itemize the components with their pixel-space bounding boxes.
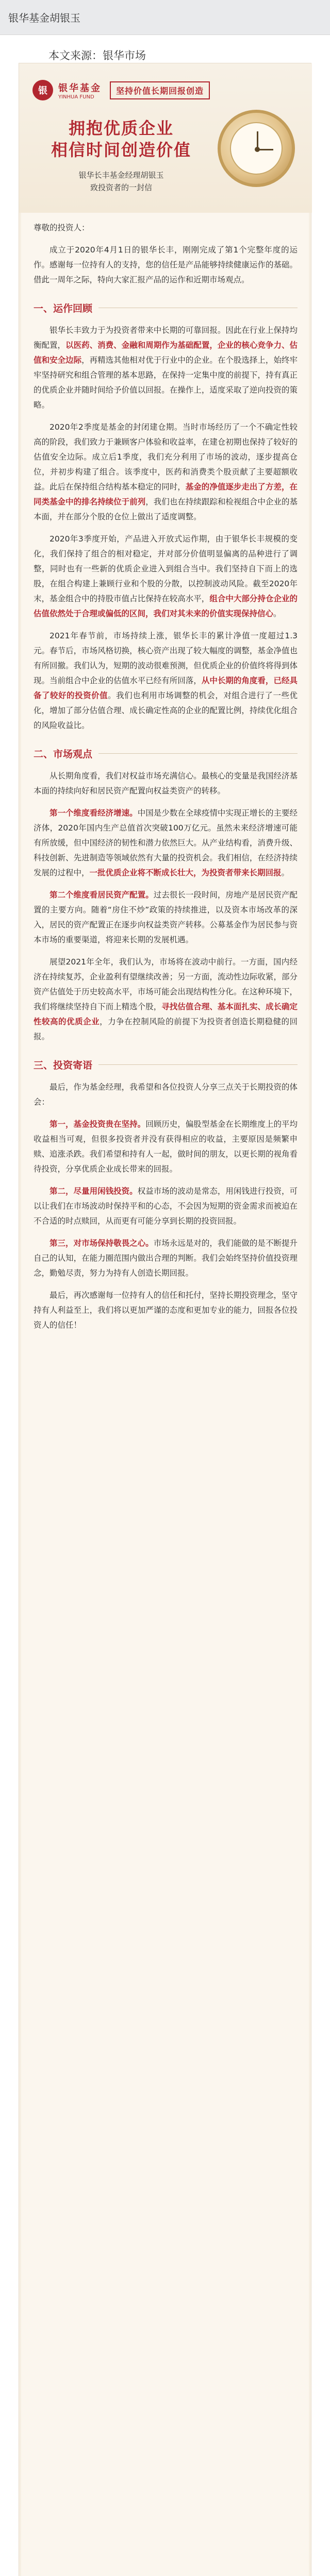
section-divider [98,753,298,754]
section-title: 三、投资寄语 [34,1060,93,1071]
brand-bar [32,78,301,103]
subtitle-line-2: 致投资者的一封信 [90,183,152,192]
market-paragraph-1: 从长期角度看，我们对权益市场充满信心。最核心的变量是我国经济基本面的持续向好和居民资产配置向权益类资产的转移。 [34,771,298,795]
brand-slogan: 坚持价值长期回报创造 [110,81,210,99]
section-title: 一、运作回顾 [34,303,93,314]
source-line: 本文来源：银华市场 [48,49,146,62]
top-bar-title: 银华基金胡银玉 [8,12,80,24]
headline-subtitle [34,169,209,194]
market-paragraph-3: 第二个维度看居民资产配置。过去很长一段时间，房地产是居民资产配置的主要方向。随着“房住不炒”政策的持续推进，以及资本市场改革的深入，居民的资产配置正在逐步向权益类资产转移。公募基金作为居民参与资本市场的重要渠道，将迎来长期的发展机遇。 [34,890,298,944]
intro-paragraph: 成立于2020年4月1日的银华长丰，刚刚完成了第1个完整年度的运作。感谢每一位持有人的支持，您的信任是产品能够持续健康运作的基础。借此一周年之际，特向大家汇报产品的运作和近期市场观点。 [34,245,298,284]
headline-line-1: 拥抱优质企业 [68,118,174,138]
message-paragraph-5: 最后，再次感谢每一位持有人的信任和托付，坚持长期投资理念，坚守持有人利益至上，我们将以更加严谨的态度和更加专业的能力，回报各位投资人的信任！ [34,1291,298,1330]
market-paragraph-2: 第一个维度看经济增速。中国是少数在全球疫情中实现正增长的主要经济体，2020年国内生产总值首次突破100万亿元。虽然未来经济增速可能有所放缓，但中国经济的韧性和潜力依然巨大。从产业结构看，消费升级、科技创新、先进制造等领域依然有大量的投资机会。我们相信，在经济持续发展的过程中，一批优质企业将不断成长壮大，为投资者带来长期回报。 [34,808,298,877]
review-paragraph-3: 2020年3季度开始，产品进入开放式运作期，由于银华长丰规模的变化，我们保持了组合的相对稳定，并对部分价值明显偏离的品种进行了调整，同时也有一些新的优质企业进入到组合当中。我们坚持自下而上的选股，在组合构建上兼顾行业和个股的分散，以控制波动风险。截至2020年末，基金组合中的持股市值占比保持在较高水平，组合中大部分持仓企业的估值依然处于合理或偏低的区间，我们对其未来的价值实现保持信心。 [34,534,298,618]
top-bar [0,0,330,35]
brand-name-cn: 银华基金 [58,82,102,94]
review-paragraph-1: 银华长丰致力于为投资者带来中长期的可靠回报。因此在行业上保持均衡配置，以医药、消费、金融和周期作为基础配置，企业的核心竞争力、估值和安全边际，再精选其他相对优于行业中的企业。在个股选择上，始终牢牢坚持研究和组合管理的基本思路，在保持一定集中度的前提下，持有真正的优质企业并随时间给予价值以回报。在操作上，适度采取了逆向投资的策略。 [34,326,298,410]
clock-face [230,122,283,175]
header-banner [19,63,312,213]
subtitle-line-1: 银华长丰基金经理胡银玉 [78,171,164,180]
section-title: 二、市场观点 [34,749,93,760]
message-paragraph-1: 最后，作为基金经理，我希望和各位投资人分享三点关于长期投资的体会： [34,1082,298,1107]
review-paragraph-4: 2021年春节前，市场持续上涨，银华长丰的累计净值一度超过1.3元。春节后，市场风格切换，核心资产出现了较大幅度的调整，基金净值也有所回撤。我们认为，短期的波动很难预测，但优质企业的价值终将得到体现。当前组合中企业的估值水平已经有所回落，从中长期的角度看，已经具备了较好的投资价值。我们也利用市场调整的机会，对组合进行了一些优化，增加了部分估值合理、成长确定性高的企业的配置比例，持续优化组合的风险收益比。 [34,631,298,730]
message-paragraph-2: 第一，基金投资贵在坚持。回顾历史，偏股型基金在长期维度上的平均收益相当可观，但很多投资者并没有获得相应的收益，主要原因是频繁申赎、追涨杀跌。我们希望和持有人一起，做时间的朋友，以更长期的视角看待投资，分享优质企业成长带来的回报。 [34,1120,298,1174]
brand-name-en: YINHUA FUND [58,94,94,100]
greeting: 尊敬的投资人： [34,223,90,232]
brand-name [58,81,102,100]
message-paragraph-4: 第三，对市场保持敬畏之心。市场永远是对的，我们能做的是不断提升自己的认知，在能力圈范围内做出合理的判断。我们会始终坚持价值投资理念，勤勉尽责，努力为持有人创造长期回报。 [34,1239,298,1278]
section-heading-message [34,1058,298,1072]
message-paragraph-3: 第二，尽量用闲钱投资。权益市场的波动是常态，用闲钱进行投资，可以让我们在市场波动时保持平和的心态，不会因为短期的资金需求而被迫在不合适的时点赎回，从而更有可能分享到长期的投资回报。 [34,1187,298,1226]
letter-body [34,221,298,1340]
letter-paper [19,63,311,2576]
headline [34,117,209,194]
section-divider [98,1064,298,1065]
review-paragraph-2: 2020年2季度是基金的封闭建仓期。当时市场经历了一个不确定性较高的阶段，我们致力于兼顾客户体验和收益率，在建仓初期也保持了较好的估值安全边际。成立后1季度，我们充分利用了市场的波动，逐步提高仓位，并初步构建了组合。该季度中，医药和消费类个股贡献了主要超额收益。此后在保持组合结构基本稳定的同时，基金的净值逐步走出了方差，在同类基金中的排名持续位于前列，我们也在持续跟踪和检视组合中企业的基本面，并在部分个股的仓位上做出了适度调整。 [34,422,298,521]
market-paragraph-4: 展望2021年全年，我们认为，市场将在波动中前行。一方面，国内经济在持续复苏，企业盈利有望继续改善；另一方面，流动性边际收紧，部分资产估值处于历史较高水平，市场可能会出现结构性分化。在这种环境下，我们将继续坚持自下而上精选个股，寻找估值合理、基本面扎实、成长确定性较高的优质企业，力争在控制风险的前提下为投资者创造长期稳健的回报。 [34,957,298,1041]
section-heading-review [34,301,298,315]
headline-line-2: 相信时间创造价值 [51,140,191,160]
clock-illustration-icon [218,110,295,187]
section-heading-market [34,747,298,760]
brand-logo-icon: 银 [32,80,53,100]
